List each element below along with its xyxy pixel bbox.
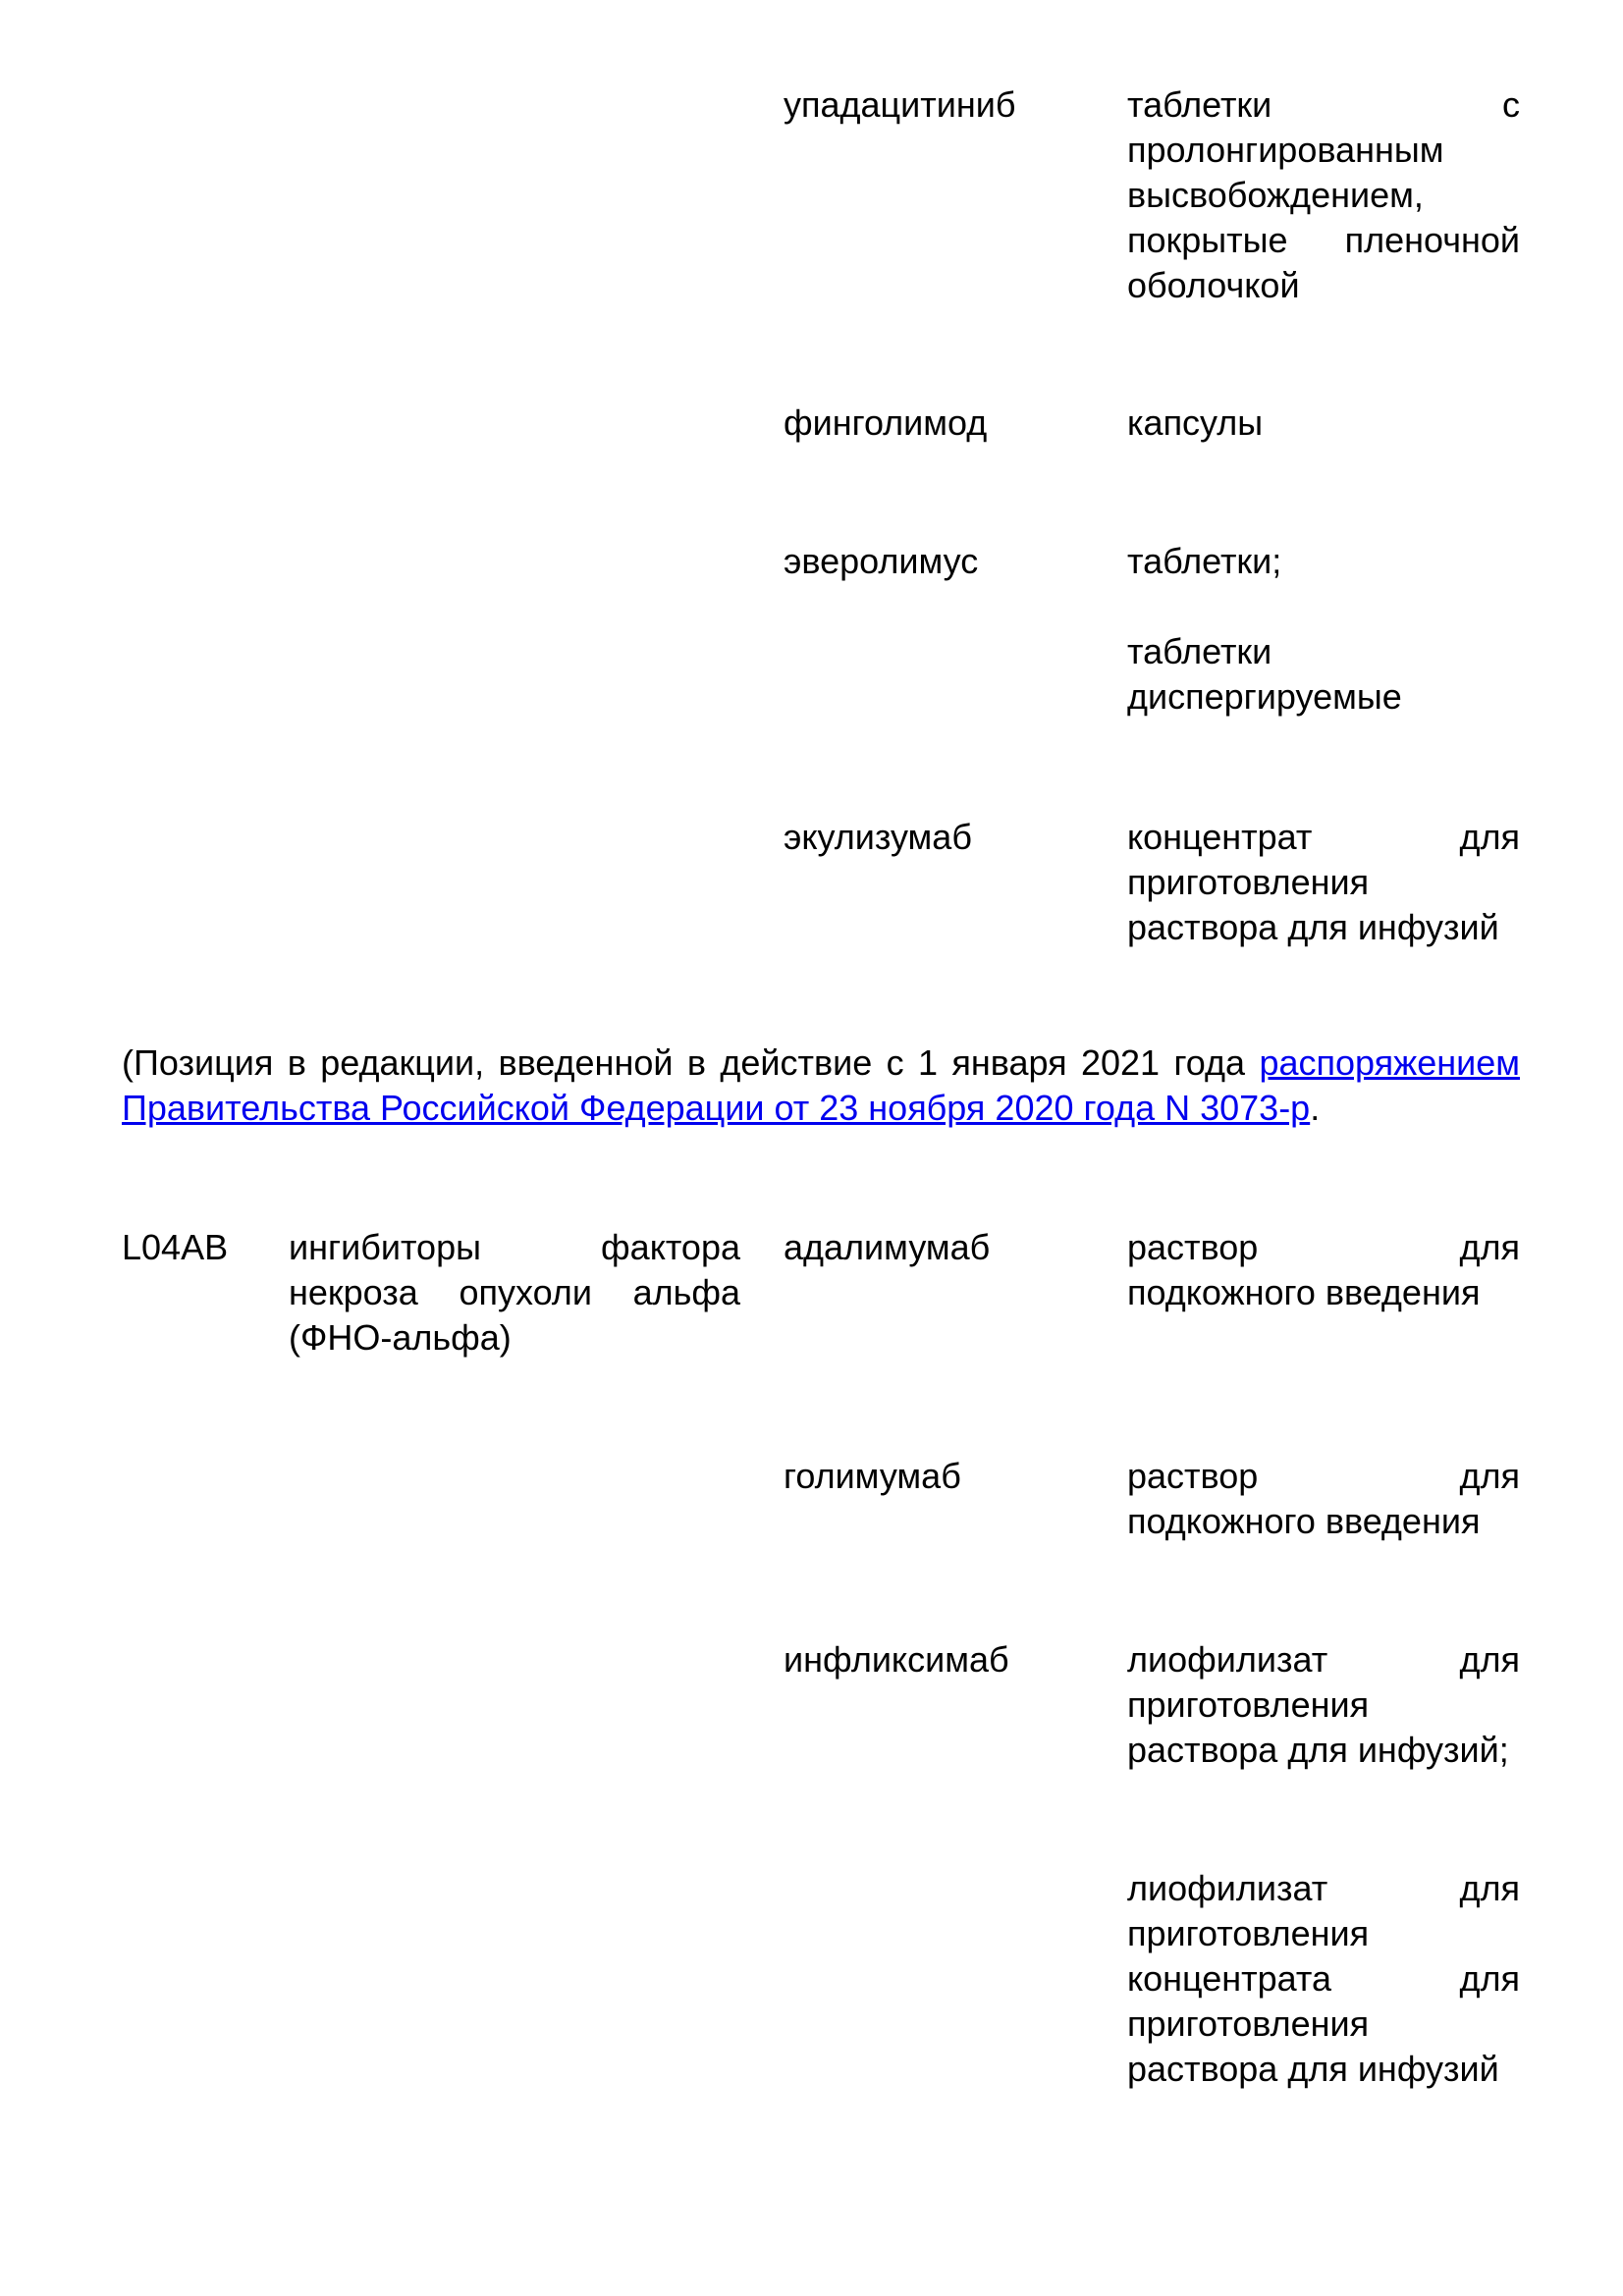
- dosage-form-line: высвобождением,: [1127, 175, 1424, 215]
- dosage-form-line: диспергируемые: [1127, 676, 1402, 717]
- dosage-form-line: оболочкой: [1127, 265, 1300, 305]
- dosage-form: [1127, 1637, 1520, 1773]
- amendment-note-suffix: .: [1310, 1088, 1321, 1128]
- drug-name: инфликсимаб: [784, 1639, 1009, 1680]
- dosage-form-line: раствор для: [1127, 1456, 1520, 1496]
- dosage-form-line: раствора для инфузий;: [1127, 1730, 1509, 1770]
- dosage-form-line: пролонгированным: [1127, 130, 1444, 170]
- dosage-form-line: лиофилизат для: [1127, 1868, 1520, 1908]
- dosage-form-line: приготовления: [1127, 2003, 1370, 2044]
- drug-name: экулизумаб: [784, 817, 972, 857]
- drug-name: эверолимус: [784, 541, 979, 581]
- dosage-form: [1127, 815, 1520, 950]
- dosage-form-line: покрытые пленочной: [1127, 220, 1520, 260]
- atc-group-name: [289, 1225, 740, 1361]
- amendment-note: [122, 1041, 1520, 1131]
- amendment-note-line: [122, 1086, 1520, 1131]
- dosage-form-line: концентрат для: [1127, 817, 1520, 857]
- dosage-form-line: раствора для инфузий: [1127, 907, 1499, 947]
- regulation-link[interactable]: Правительства Российской Федерации от 23 ноября 2020 года N 3073-р: [122, 1088, 1311, 1128]
- dosage-form: [1127, 1454, 1520, 1544]
- dosage-form-line: подкожного введения: [1127, 1272, 1481, 1312]
- dosage-form: [1127, 629, 1520, 720]
- atc-group-name-line: некроза опухоли альфа: [289, 1272, 740, 1312]
- dosage-form-line: приготовления: [1127, 1684, 1370, 1725]
- dosage-form: [1127, 1225, 1520, 1315]
- regulation-link[interactable]: распоряжением: [1259, 1042, 1520, 1083]
- drug-name: адалимумаб: [784, 1227, 991, 1267]
- dosage-form: [1127, 539, 1520, 584]
- dosage-form-line: концентрата для: [1127, 1958, 1520, 1999]
- atc-code: L04AB: [122, 1227, 229, 1267]
- dosage-form-line: таблетки с: [1127, 84, 1520, 125]
- amendment-note-line: [122, 1041, 1520, 1086]
- dosage-form: [1127, 82, 1520, 308]
- dosage-form: [1127, 1866, 1520, 2092]
- dosage-form: [1127, 400, 1520, 446]
- atc-group-name-line: ингибиторы фактора: [289, 1227, 740, 1267]
- dosage-form-line: приготовления: [1127, 1913, 1370, 1953]
- drug-name: упадацитиниб: [784, 84, 1016, 125]
- dosage-form-line: таблетки: [1127, 631, 1272, 671]
- dosage-form-line: таблетки;: [1127, 541, 1282, 581]
- amendment-note-prefix: (Позиция в редакции, введенной в действие с 1 января 2021 года: [122, 1042, 1260, 1083]
- dosage-form-line: раствор для: [1127, 1227, 1520, 1267]
- dosage-form-line: капсулы: [1127, 402, 1264, 443]
- dosage-form-line: раствора для инфузий: [1127, 2049, 1499, 2089]
- atc-group-name-line: (ФНО-альфа): [289, 1317, 512, 1358]
- drug-name: финголимод: [784, 402, 988, 443]
- drug-name: голимумаб: [784, 1456, 961, 1496]
- dosage-form-line: лиофилизат для: [1127, 1639, 1520, 1680]
- dosage-form-line: приготовления: [1127, 862, 1370, 902]
- dosage-form-line: подкожного введения: [1127, 1501, 1481, 1541]
